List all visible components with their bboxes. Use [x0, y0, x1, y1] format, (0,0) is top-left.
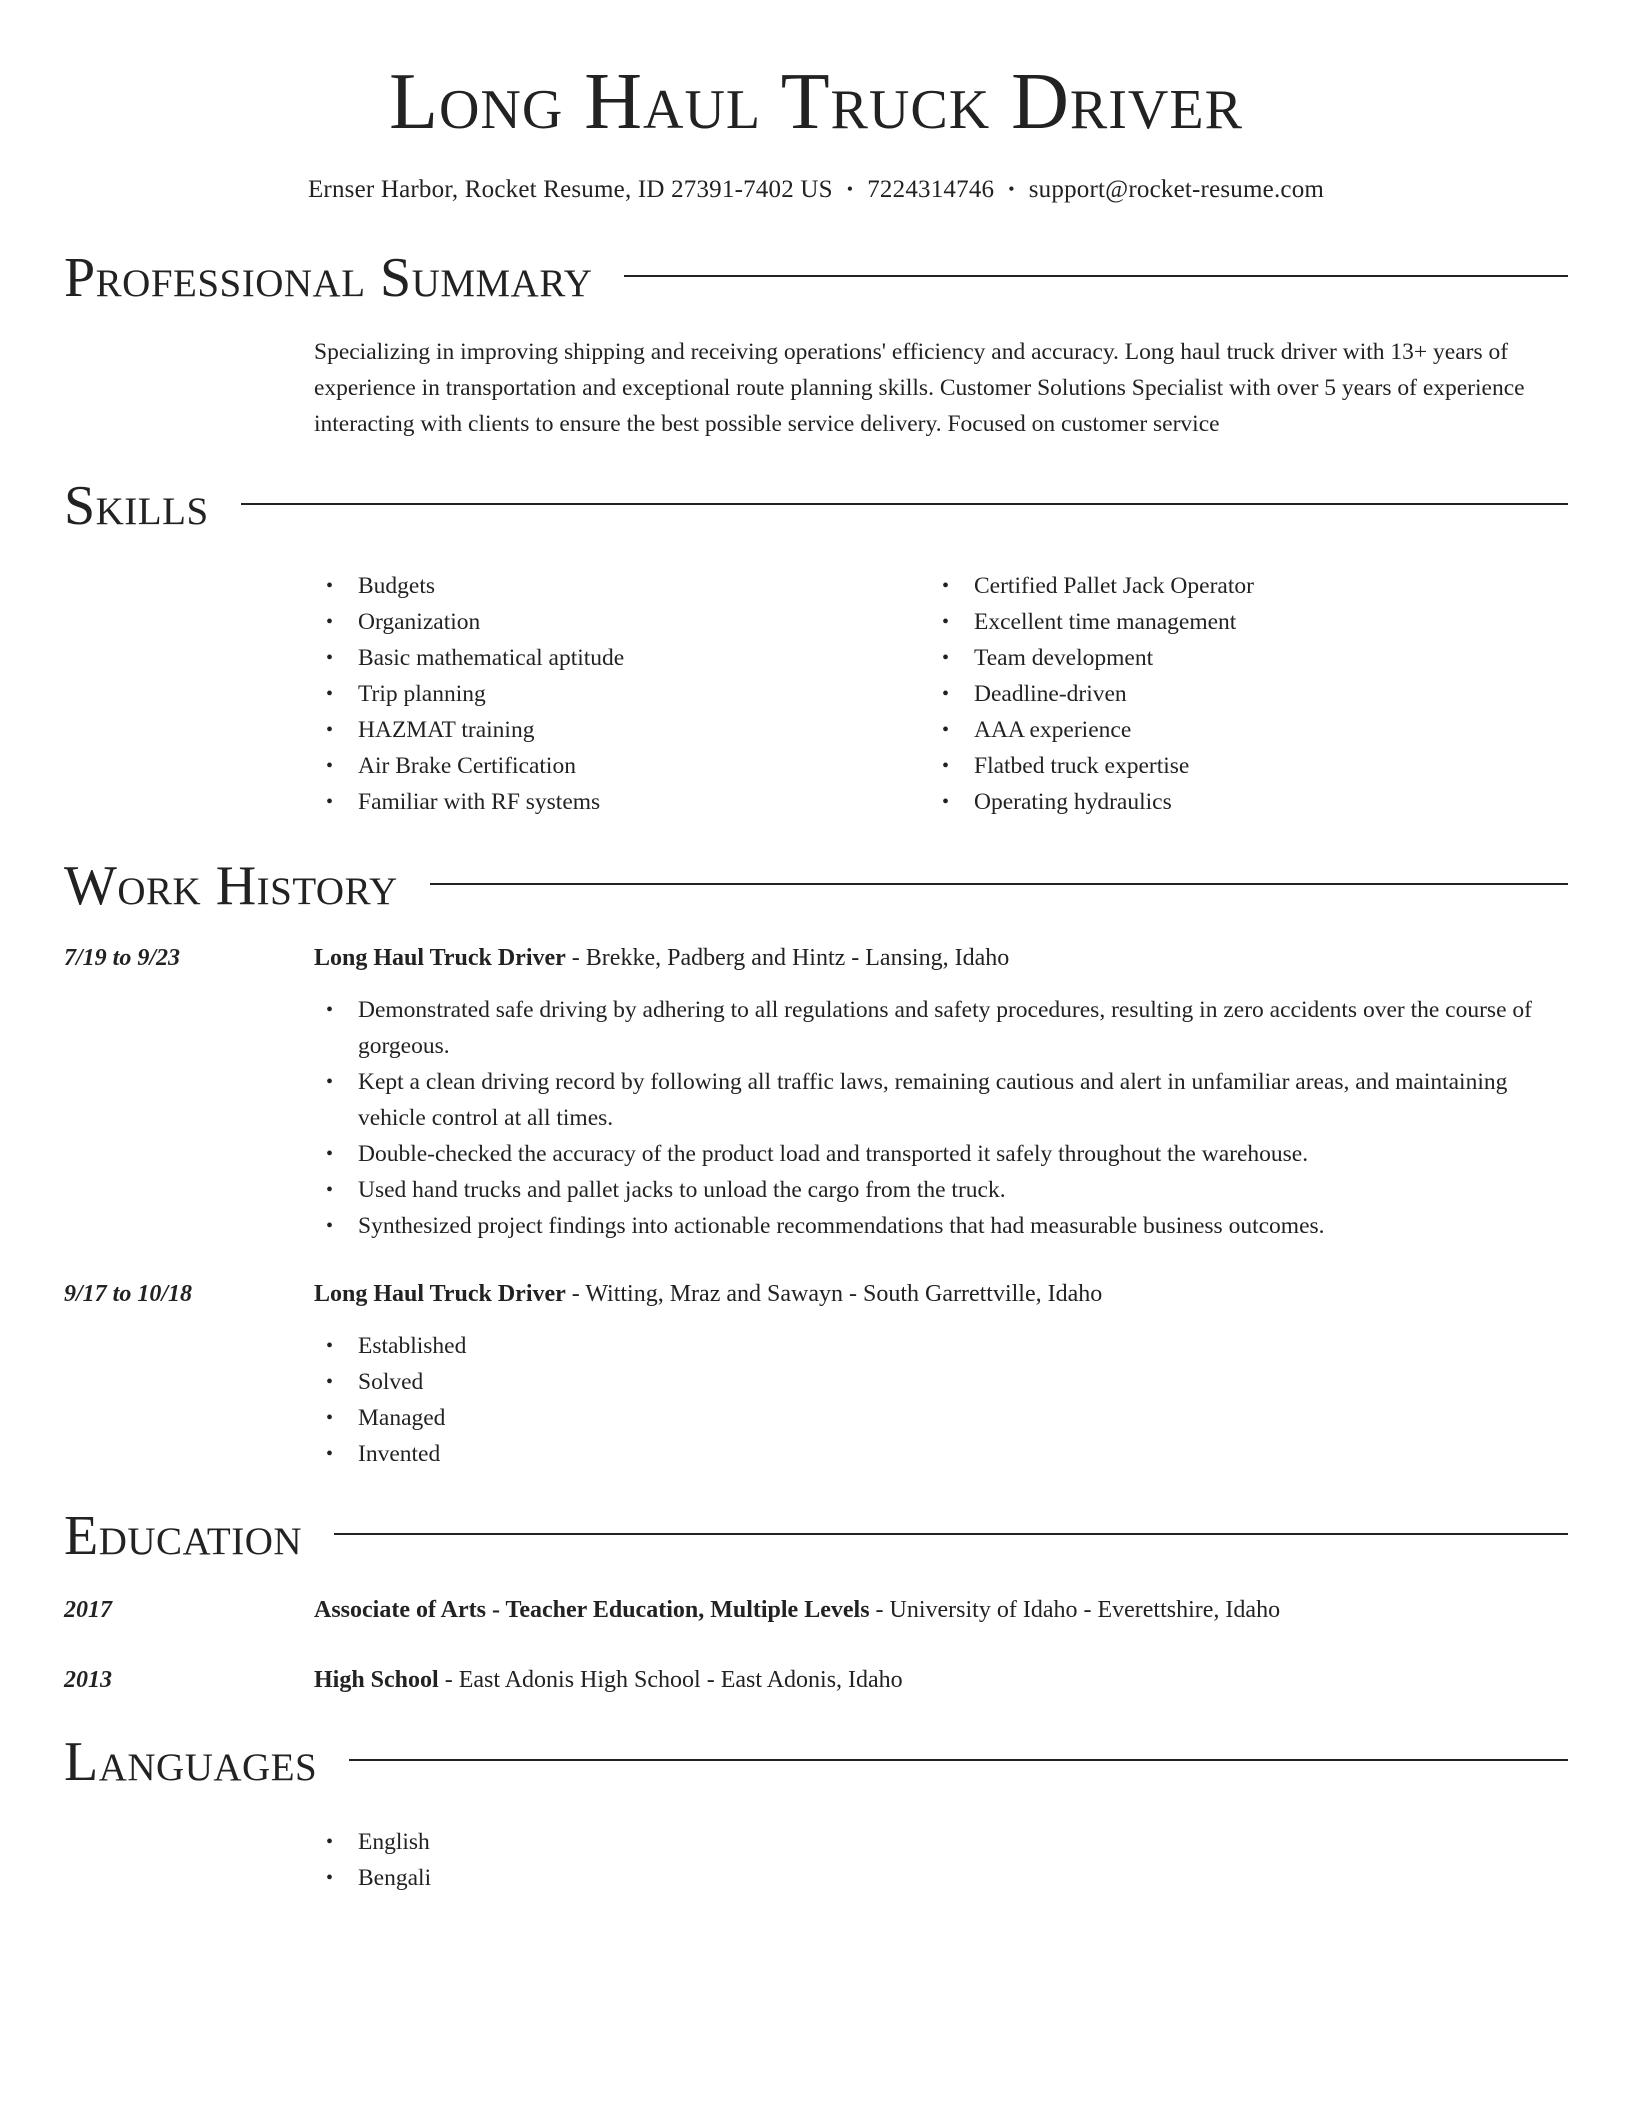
- language-item: • Bengali: [314, 1860, 1568, 1896]
- summary-text: Specializing in improving shipping and receiving operations' efficiency and accuracy. Long haul truck driver with 13+ years of experience in transportation and exceptional route planning skills. Customer Solutions Specialist with over 5 years of experience interacting with clients to ensure the best possible service delivery. Focused on customer service: [314, 339, 1525, 437]
- resume-page: [64, 0, 1568, 1896]
- education-details: - University of Idaho - Everettshire, Idaho: [869, 1597, 1281, 1623]
- contact-separator: •: [1008, 179, 1015, 199]
- job-bullet: • Kept a clean driving record by following all traffic laws, remaining cautious and alert in unfamiliar areas, and maintaining vehicle control at all times.: [314, 1064, 1568, 1136]
- skill-item: • Deadline-driven: [930, 676, 1546, 712]
- skill-item: • Trip planning: [314, 676, 930, 712]
- education-body: [314, 1662, 1568, 1698]
- skill-item: • Operating hydraulics: [930, 784, 1546, 820]
- job-dates: 7/19 to 9/23: [64, 945, 181, 971]
- languages-list: [314, 1824, 1568, 1896]
- education-details: - East Adonis High School - East Adonis, Idaho: [438, 1667, 903, 1693]
- work-heading: Work History: [64, 855, 398, 917]
- skill-item: • Basic mathematical aptitude: [314, 640, 930, 676]
- job-title: Long Haul Truck Driver: [314, 1281, 566, 1307]
- education-degree: Associate of Arts - Teacher Education, Multiple Levels: [314, 1597, 870, 1623]
- skill-item: • Certified Pallet Jack Operator: [930, 568, 1546, 604]
- contact-line: [64, 176, 1568, 204]
- job-bullet: • Managed: [314, 1400, 1568, 1436]
- skill-item: • Air Brake Certification: [314, 748, 930, 784]
- contact-email: support@rocket-resume.com: [1028, 176, 1325, 203]
- job-body: [314, 1276, 1568, 1472]
- skill-item: • Flatbed truck expertise: [930, 748, 1546, 784]
- job-heading: [314, 1276, 1568, 1312]
- skills-column-left: [314, 568, 930, 820]
- education-section-header: [64, 1505, 1568, 1567]
- skills-column-right: [930, 568, 1546, 820]
- job-bullets: [314, 1328, 1568, 1472]
- job-bullet: • Solved: [314, 1364, 1568, 1400]
- education-heading: Education: [64, 1505, 303, 1567]
- skills-section-header: [64, 475, 1568, 537]
- section-divider: [349, 1759, 1568, 1761]
- skill-item: • AAA experience: [930, 712, 1546, 748]
- contact-phone: 7224314746: [867, 176, 995, 203]
- summary-section-header: [64, 247, 1568, 309]
- job-bullet: • Established: [314, 1328, 1568, 1364]
- work-section-header: [64, 855, 1568, 917]
- resume-name: Long Haul Truck Driver: [389, 58, 1243, 146]
- job-bullets: [314, 992, 1568, 1244]
- contact-separator: •: [846, 179, 854, 199]
- job-heading: [314, 940, 1568, 976]
- skills-heading: Skills: [64, 475, 209, 537]
- education-year: 2013: [64, 1667, 112, 1693]
- job-body: [314, 940, 1568, 1244]
- job-bullet: • Used hand trucks and pallet jacks to unload the cargo from the truck.: [314, 1172, 1568, 1208]
- skill-item: • Familiar with RF systems: [314, 784, 930, 820]
- skill-item: • Excellent time management: [930, 604, 1546, 640]
- education-body: [314, 1592, 1568, 1628]
- section-divider: [241, 503, 1568, 505]
- skills-list: [314, 568, 1568, 820]
- education-degree: High School: [314, 1667, 439, 1693]
- section-divider: [624, 275, 1568, 277]
- skill-item: • Organization: [314, 604, 930, 640]
- languages-bullets: [314, 1824, 1568, 1896]
- education-entry: [64, 1662, 1568, 1698]
- contact-address: Ernser Harbor, Rocket Resume, ID 27391-7402 US: [307, 176, 833, 203]
- skill-item: • Team development: [930, 640, 1546, 676]
- job-bullet: • Synthesized project findings into actionable recommendations that had measurable business outcomes.: [314, 1208, 1568, 1244]
- languages-heading: Languages: [64, 1731, 318, 1793]
- job-dates: 9/17 to 10/18: [64, 1281, 193, 1307]
- job-bullet: • Double-checked the accuracy of the product load and transported it safely throughout the warehouse.: [314, 1136, 1568, 1172]
- job-details: - Brekke, Padberg and Hintz - Lansing, Idaho: [565, 945, 1010, 971]
- job-details: - Witting, Mraz and Sawayn - South Garrettville, Idaho: [565, 1281, 1103, 1307]
- job-title: Long Haul Truck Driver: [314, 945, 566, 971]
- education-year: 2017: [64, 1597, 112, 1623]
- section-divider: [430, 883, 1568, 885]
- job-bullet: • Invented: [314, 1436, 1568, 1472]
- skill-item: • Budgets: [314, 568, 930, 604]
- languages-section-header: [64, 1731, 1568, 1793]
- education-entry: [64, 1592, 1568, 1628]
- job-entry: [64, 1276, 1568, 1472]
- language-item: • English: [314, 1824, 1568, 1860]
- summary-heading: Professional Summary: [64, 247, 593, 309]
- job-entry: [64, 940, 1568, 1244]
- section-divider: [334, 1533, 1568, 1535]
- job-bullet: • Demonstrated safe driving by adhering to all regulations and safety procedures, resulting in zero accidents over the course of gorgeous.: [314, 992, 1568, 1064]
- skill-item: • HAZMAT training: [314, 712, 930, 748]
